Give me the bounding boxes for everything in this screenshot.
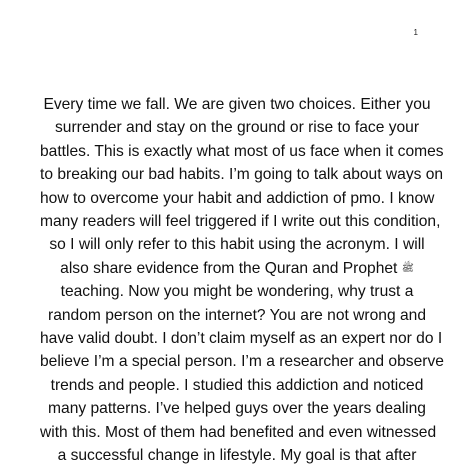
body-line-8	[40, 257, 434, 280]
body-paragraph	[40, 93, 444, 468]
honorific-glyph: ﷺ	[401, 262, 414, 274]
body-line-14: many patterns. I’ve helped guys over the years dealing	[48, 400, 426, 418]
body-line-6: many readers will feel triggered if I write out this condition,	[40, 213, 441, 231]
body-line-5: how to overcome your habit and addiction of pmo. I know	[40, 189, 435, 207]
body-line-2: surrender and stay on the ground or rise to face your	[54, 119, 420, 137]
body-line-4: to breaking our bad habits. I’m going to talk about ways on	[40, 166, 444, 184]
body-line-10: random person on the internet? You are not wrong and	[48, 306, 426, 324]
body-line-15: with this. Most of them had benefited and even witnessed	[40, 423, 437, 441]
body-line-1: Every time we fall. We are given two choices. Either you	[43, 96, 431, 113]
body-line-7: so I will only refer to this habit using the acronym. I will	[49, 236, 425, 254]
body-line-9: teaching. Now you might be wondering, why trust a	[60, 283, 414, 301]
body-line-13: trends and people. I studied this addiction and noticed	[50, 376, 424, 394]
body-line-3: battles. This is exactly what most of us face when it comes	[40, 142, 444, 160]
body-line-16: a successful change in lifestyle. My goal is that after	[57, 447, 417, 465]
page-number: 1	[413, 28, 418, 37]
body-line-12: believe I’m a special person. I’m a researcher and observe	[40, 353, 444, 371]
body-line-8-text: also share evidence from the Quran and Prophet	[60, 259, 398, 277]
body-line-11: have valid doubt. I don’t claim myself as an expert nor do I	[40, 330, 443, 348]
